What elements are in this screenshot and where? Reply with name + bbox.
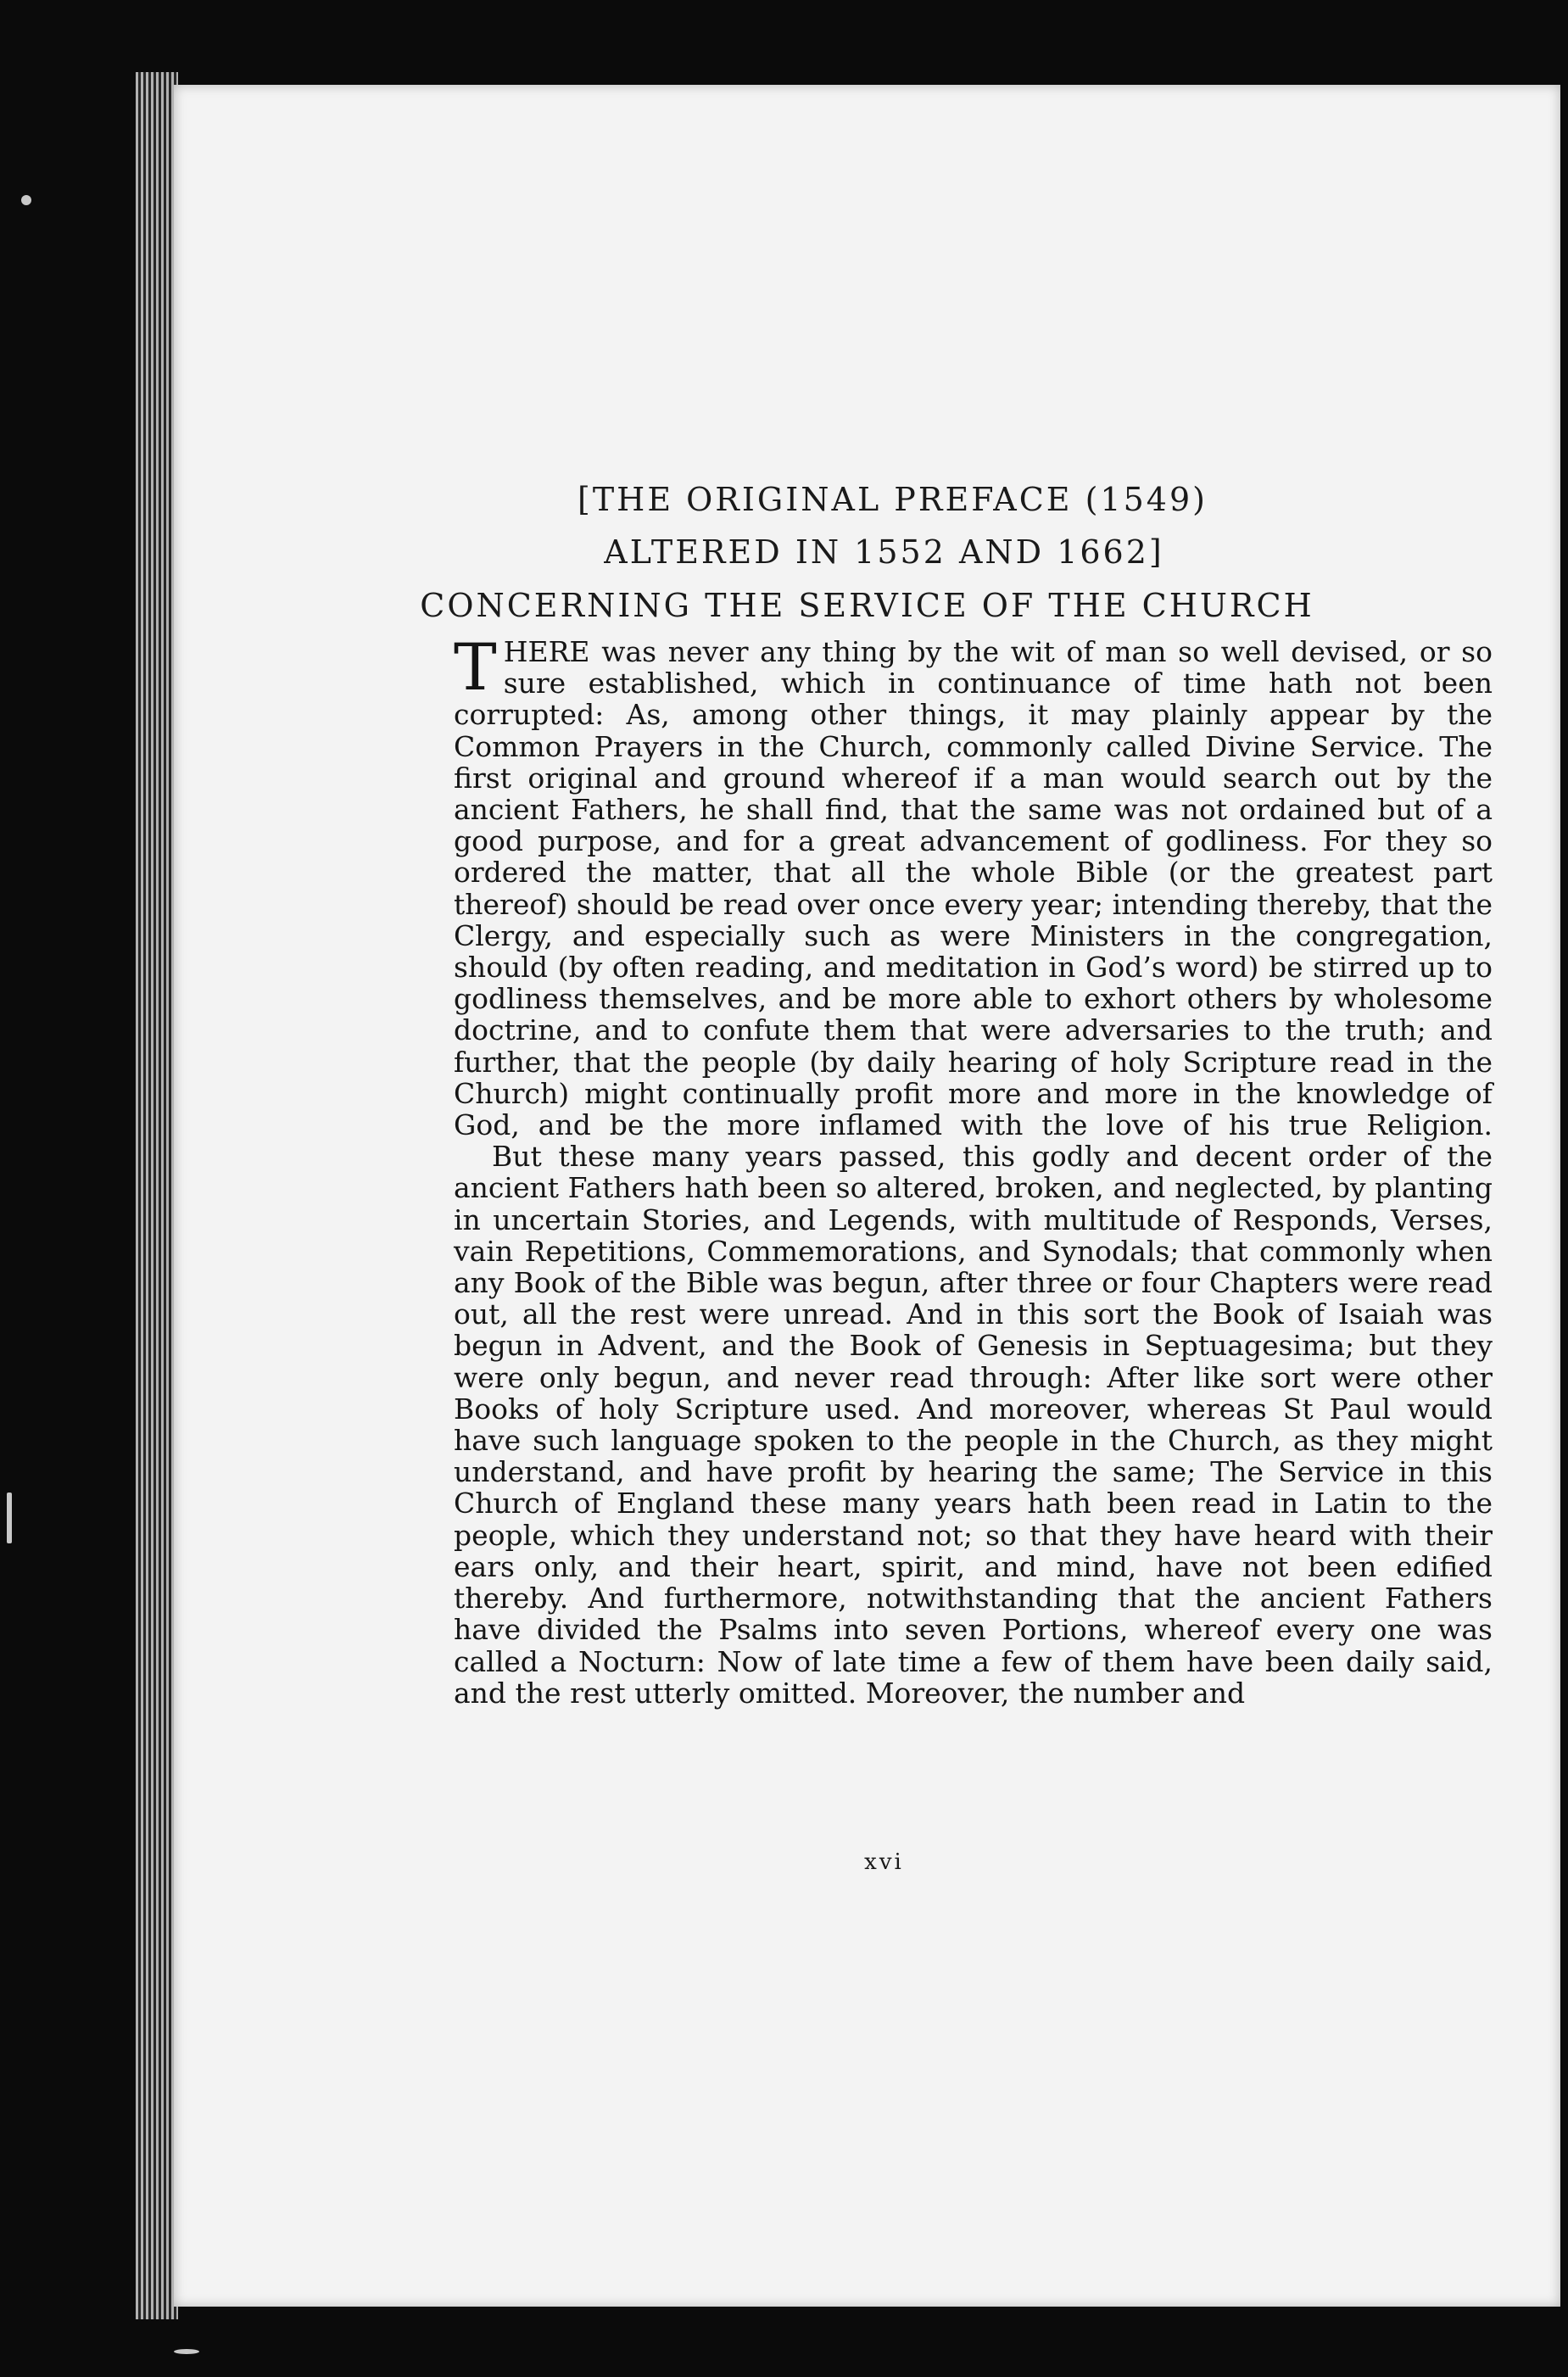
- scan-speck: [21, 195, 31, 205]
- body-text: [454, 629, 1493, 1710]
- drop-cap: T: [454, 629, 497, 705]
- book-page-edges: [136, 72, 178, 2319]
- preface-heading-line-1: [THE ORIGINAL PREFACE (1549): [578, 481, 1208, 518]
- preface-heading-line-2: ALTERED IN 1552 AND 1662]: [604, 533, 1164, 571]
- paragraph-1-text: HERE was never any thing by the wit of man so well devised, or so sure established, which in continuance of time hath not been corrupted: As, among other things, it may plainly appear by the Common Prayers in the Church, commonly called Divine Service. The first original and ground whereof if a man would search out by the ancient Fathers, he shall find, that the same was not ordained but of a good purpose, and for a great advancement of godliness. For they so ordered the matter, that all the whole Bible (or the greatest part thereof) should be read over once every year; intending thereby, that the Clergy, and especially such as were Ministers in the congregation, should (by often reading, and meditation in God’s word) be stirred up to godliness themselves, and be more able to exhort others by wholesome doctrine, and to confute them that were adversaries to the truth; and further, that the people (by daily hearing of holy Scripture read in the Church) might continually profit more and more in the knowledge of God, and be the more inflamed with the love of his true Religion.: [454, 635, 1493, 1142]
- scan-speck: [174, 2349, 199, 2354]
- book-page: [174, 85, 1560, 2307]
- page-number: xvi: [864, 1850, 904, 1875]
- scan-speck: [7, 1493, 12, 1543]
- paragraph-1: [454, 629, 1493, 1142]
- preface-heading-line-3: CONCERNING THE SERVICE OF THE CHURCH: [420, 587, 1314, 624]
- paragraph-2: But these many years passed, this godly and decent order of the ancient Fathers hath been so altered, broken, and neglected, by planting in uncertain Stories, and Legends, with multitude of Responds, Verses, vain Repetitions, Commemorations, and Synodals; that commonly when any Book of the Bible was begun, after three or four Chapters were read out, all the rest were unread. And in this sort the Book of Isaiah was begun in Advent, and the Book of Genesis in Septuagesima; but they were only begun, and never read through: After like sort were other Books of holy Scripture used. And moreover, whereas St Paul would have such language spoken to the people in the Church, as they might understand, and have profit by hearing the same; The Service in this Church of England these many years hath been read in Latin to the people, which they understand not; so that they have heard with their ears only, and their heart, spirit, and mind, have not been edified thereby. And furthermore, notwithstanding that the ancient Fathers have divided the Psalms into seven Portions, whereof every one was called a Nocturn: Now of late time a few of them have been daily said, and the rest utterly omitted. Moreover, the number and: [454, 1140, 1493, 1710]
